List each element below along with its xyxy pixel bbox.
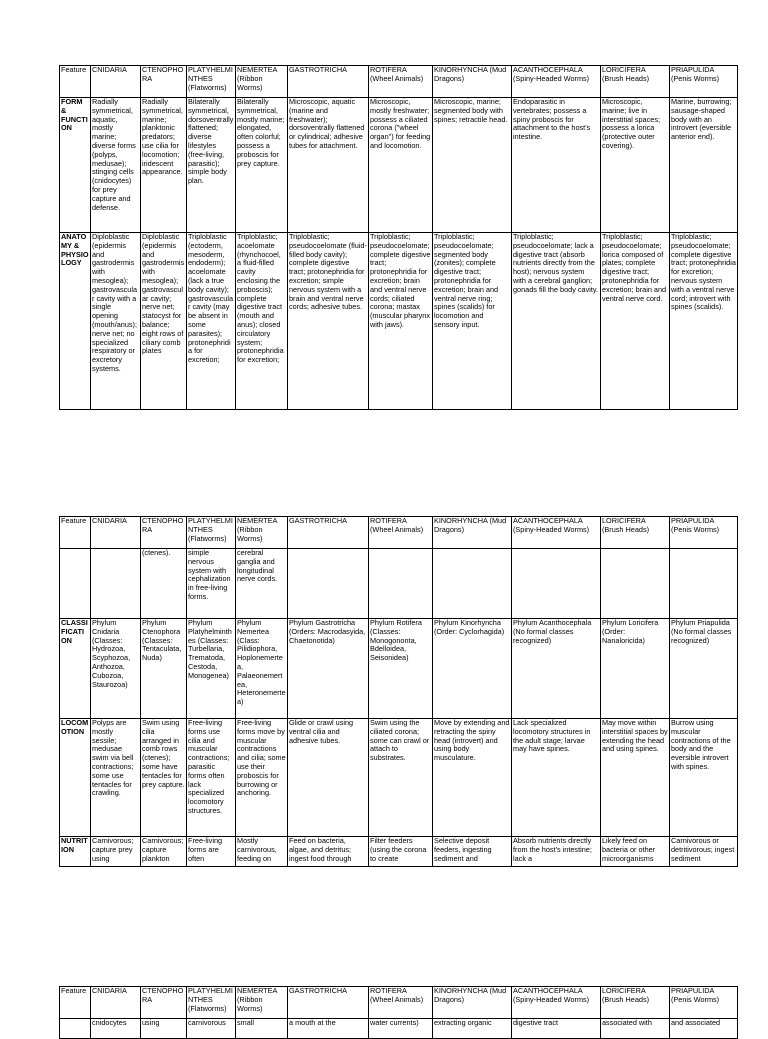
table-cell: Triploblastic (ectoderm, mesoderm, endoderm); acoelomate (lack a true body cavity); gastrovascular cavity (may be absent in some parasites); protonephridia for excretion; [187,233,236,410]
table-cell: Free-living forms move by muscular contractions and cilia; some use their proboscis for burrowing or anchoring. [236,719,288,837]
header-row [60,987,738,1019]
column-header: PRIAPULIDA (Penis Worms) [670,517,738,549]
table-cell: Triploblastic; pseudocoelomate; lorica composed of plates; complete digestive tract; protonephridia for excretion; brain and ventral nerve cord. [601,233,670,410]
table-row [60,619,738,719]
table-cell: Diploblastic (epidermis and gastrodermis with mesoglea); gastrovascular cavity; nerve net; statocyst for balance; eight rows of ciliary comb plates [141,233,187,410]
column-header: LORICIFERA (Brush Heads) [601,66,670,98]
table-cell: Endoparasitic in vertebrates; possess a spiny proboscis for attachment to the host's intestine. [512,98,601,233]
table-cell [601,549,670,619]
table-cell [512,549,601,619]
table-cell: Burrow using muscular contractions of the body and the eversible introvert with spines. [670,719,738,837]
table-page-2 [59,516,738,867]
table-cell: Phylum Kinorhyncha (Order: Cyclorhagida) [433,619,512,719]
column-header: LORICIFERA (Brush Heads) [601,987,670,1019]
column-header: LORICIFERA (Brush Heads) [601,517,670,549]
table-cell [91,549,141,619]
table-cell: Marine, burrowing; sausage-shaped body with an introvert (eversible anterior end). [670,98,738,233]
row-heading: ANATOMY & PHYSIOLOGY [60,233,91,410]
row-heading: FORM & FUNCTION [60,98,91,233]
column-header: GASTROTRICHA [288,517,369,549]
table-cell: associated with [601,1019,670,1039]
table-cell: Radially symmetrical, marine; planktonic predators; use cilia for locomotion; iridescent appearance. [141,98,187,233]
column-header: KINORHYNCHA (Mud Dragons) [433,66,512,98]
table-cell: Triploblastic; pseudocoelomate (fluid-filled body cavity); complete digestive tract; protonephridia for excretion; simple nervous system with a brain and ventral nerve cords; adhesive tubes. [288,233,369,410]
table-cell [670,549,738,619]
column-header: ACANTHOCEPHALA (Spiny-Headed Worms) [512,66,601,98]
table-cell: Filter feeders (using the corona to create [369,837,433,867]
table-cell: Microscopic, marine; live in interstitial spaces; possess a lorica (protective outer covering). [601,98,670,233]
column-header: NEMERTEA (Ribbon Worms) [236,517,288,549]
column-header: ROTIFERA (Wheel Animals) [369,987,433,1019]
table-cell: Triploblastic; pseudocoelomate; complete digestive tract; protonephridia for excretion; nervous system with a ventral nerve cord; introvert with spines (scalids). [670,233,738,410]
column-header: CNIDARIA [91,987,141,1019]
table-cell: Selective deposit feeders, ingesting sediment and [433,837,512,867]
table-page-3 [59,986,738,1039]
table-cell: Free-living forms are often [187,837,236,867]
table-cell: Carnivorous or detritivorous; ingest sediment [670,837,738,867]
column-header: KINORHYNCHA (Mud Dragons) [433,517,512,549]
table-cell: and associated [670,1019,738,1039]
row-heading [60,1019,91,1039]
row-heading [60,549,91,619]
table-cell: Triploblastic; pseudocoelomate; lack a digestive tract (absorb nutrients directly from the host); nervous system with a cerebral ganglion; gonads fill the body cavity. [512,233,601,410]
column-header: Feature [60,517,91,549]
table-row [60,549,738,619]
table-cell: Phylum Nemertea (Class: Pilidiophora, Hoplonemertea, Palaeonemertea, Heteronemertea) [236,619,288,719]
table-cell: using [141,1019,187,1039]
table-cell: extracting organic [433,1019,512,1039]
table-cell: Microscopic, aquatic (marine and freshwater); dorsoventrally flattened or cylindrical; adhesive tubes for attachment. [288,98,369,233]
header-row [60,66,738,98]
column-header: GASTROTRICHA [288,66,369,98]
table-cell: Polyps are mostly sessile; medusae swim via bell contractions; some use tentacles for crawling. [91,719,141,837]
table-cell: small [236,1019,288,1039]
column-header: CTENOPHORA [141,987,187,1019]
column-header: KINORHYNCHA (Mud Dragons) [433,987,512,1019]
table-cell: Radially symmetrical, aquatic, mostly marine; diverse forms (polyps, medusae); stinging cells (cnidocytes) for prey capture and defense. [91,98,141,233]
column-header: PLATYHELMINTHES (Flatworms) [187,517,236,549]
table-row [60,98,738,233]
table-cell: Microscopic, marine; segmented body with spines; retractile head. [433,98,512,233]
table-cell: Bilaterally symmetrical, dorsoventrally flattened; diverse lifestyles (free-living, parasitic); simple body plan. [187,98,236,233]
table-cell: Move by extending and retracting the spiny head (introvert) and using body musculature. [433,719,512,837]
table-cell [369,549,433,619]
column-header: CTENOPHORA [141,66,187,98]
table-cell: Phylum Ctenophora (Classes: Tentaculata, Nuda) [141,619,187,719]
table-cell: Bilaterally symmetrical, mostly marine; elongated, often colorful; possess a proboscis for prey capture. [236,98,288,233]
table-cell: Phylum Loricifera (Order: Nanaloricida) [601,619,670,719]
column-header: Feature [60,987,91,1019]
row-heading: LOCOMOTION [60,719,91,837]
table-cell: Feed on bacteria, algae, and detritus; ingest food through [288,837,369,867]
table-cell: a mouth at the [288,1019,369,1039]
table-cell: Phylum Cnidaria (Classes: Hydrozoa, Scyphozoa, Anthozoa, Cubozoa, Staurozoa) [91,619,141,719]
table-cell: Mostly carnivorous, feeding on [236,837,288,867]
column-header: ACANTHOCEPHALA (Spiny-Headed Worms) [512,517,601,549]
table-cell: cnidocytes [91,1019,141,1039]
table-row [60,837,738,867]
table-cell: Phylum Acanthocephala (No formal classes recognized) [512,619,601,719]
table-cell: carnivorous [187,1019,236,1039]
table-page-1 [59,65,738,410]
table-cell: Carnivorous; capture prey using [91,837,141,867]
table-cell: Microscopic, mostly freshwater; possess a ciliated corona ("wheel organ") for feeding and locomotion. [369,98,433,233]
table-cell: Triploblastic; acoelomate (rhynchocoel, a fluid-filled cavity enclosing the proboscis); complete digestive tract (mouth and anus); closed circulatory system; protonephridia for excretion; [236,233,288,410]
column-header: ROTIFERA (Wheel Animals) [369,66,433,98]
table-cell: Swim using the ciliated corona; some can crawl or attach to substrates. [369,719,433,837]
table-cell: Lack specialized locomotory structures in the adult stage; larvae may have spines. [512,719,601,837]
table-row [60,719,738,837]
table-cell: Diploblastic (epidermis and gastrodermis with mesoglea); gastrovascular cavity with a single opening (mouth/anus); nerve net; no specialized respiratory or excretory systems. [91,233,141,410]
column-header: ROTIFERA (Wheel Animals) [369,517,433,549]
column-header: GASTROTRICHA [288,987,369,1019]
table-cell [288,549,369,619]
table-cell: Carnivorous; capture plankton [141,837,187,867]
table-cell: Phylum Priapulida (No formal classes recognized) [670,619,738,719]
table-cell: Phylum Platyhelminthes (Classes: Turbellaria, Trematoda, Cestoda, Monogenea) [187,619,236,719]
table-cell: (ctenes). [141,549,187,619]
column-header: PRIAPULIDA (Penis Worms) [670,987,738,1019]
header-row [60,517,738,549]
table-cell: Likely feed on bacteria or other microorganisms [601,837,670,867]
column-header: CNIDARIA [91,66,141,98]
table-cell: water currents) [369,1019,433,1039]
table-row [60,1019,738,1039]
table-cell: Swim using cilia arranged in comb rows (ctenes); some have tentacles for prey capture. [141,719,187,837]
column-header: NEMERTEA (Ribbon Worms) [236,987,288,1019]
table-cell: simple nervous system with cephalization in free-living forms. [187,549,236,619]
column-header: PLATYHELMINTHES (Flatworms) [187,987,236,1019]
column-header: PRIAPULIDA (Penis Worms) [670,66,738,98]
row-heading: CLASSIFICATION [60,619,91,719]
table-cell: May move within interstitial spaces by extending the head and using spines. [601,719,670,837]
column-header: NEMERTEA (Ribbon Worms) [236,66,288,98]
column-header: CTENOPHORA [141,517,187,549]
table-cell: digestive tract [512,1019,601,1039]
column-header: CNIDARIA [91,517,141,549]
table-cell: cerebral ganglia and longitudinal nerve cords. [236,549,288,619]
column-header: PLATYHELMINTHES (Flatworms) [187,66,236,98]
table-cell: Phylum Gastrotricha (Orders: Macrodasyida, Chaetonotida) [288,619,369,719]
table-cell: Triploblastic; pseudocoelomate; complete digestive tract; protonephridia for excretion; brain and ventral nerve cords; ciliated corona; mastax (muscular pharynx with jaws). [369,233,433,410]
table-cell [433,549,512,619]
table-cell: Glide or crawl using ventral cilia and adhesive tubes. [288,719,369,837]
table-cell: Absorb nutrients directly from the host's intestine; lack a [512,837,601,867]
table-row [60,233,738,410]
column-header: ACANTHOCEPHALA (Spiny-Headed Worms) [512,987,601,1019]
table-cell: Triploblastic; pseudocoelomate; segmented body (zonites); complete digestive tract; protonephridia for excretion; brain and ventral nerve ring; spines (scalids) for locomotion and sensory input. [433,233,512,410]
table-cell: Free-living forms use cilia and muscular contractions; parasitic forms often lack specialized locomotory structures. [187,719,236,837]
table-cell: Phylum Rotifera (Classes: Monogononta, Bdelloidea, Seisonidea) [369,619,433,719]
row-heading: NUTRITION [60,837,91,867]
column-header: Feature [60,66,91,98]
